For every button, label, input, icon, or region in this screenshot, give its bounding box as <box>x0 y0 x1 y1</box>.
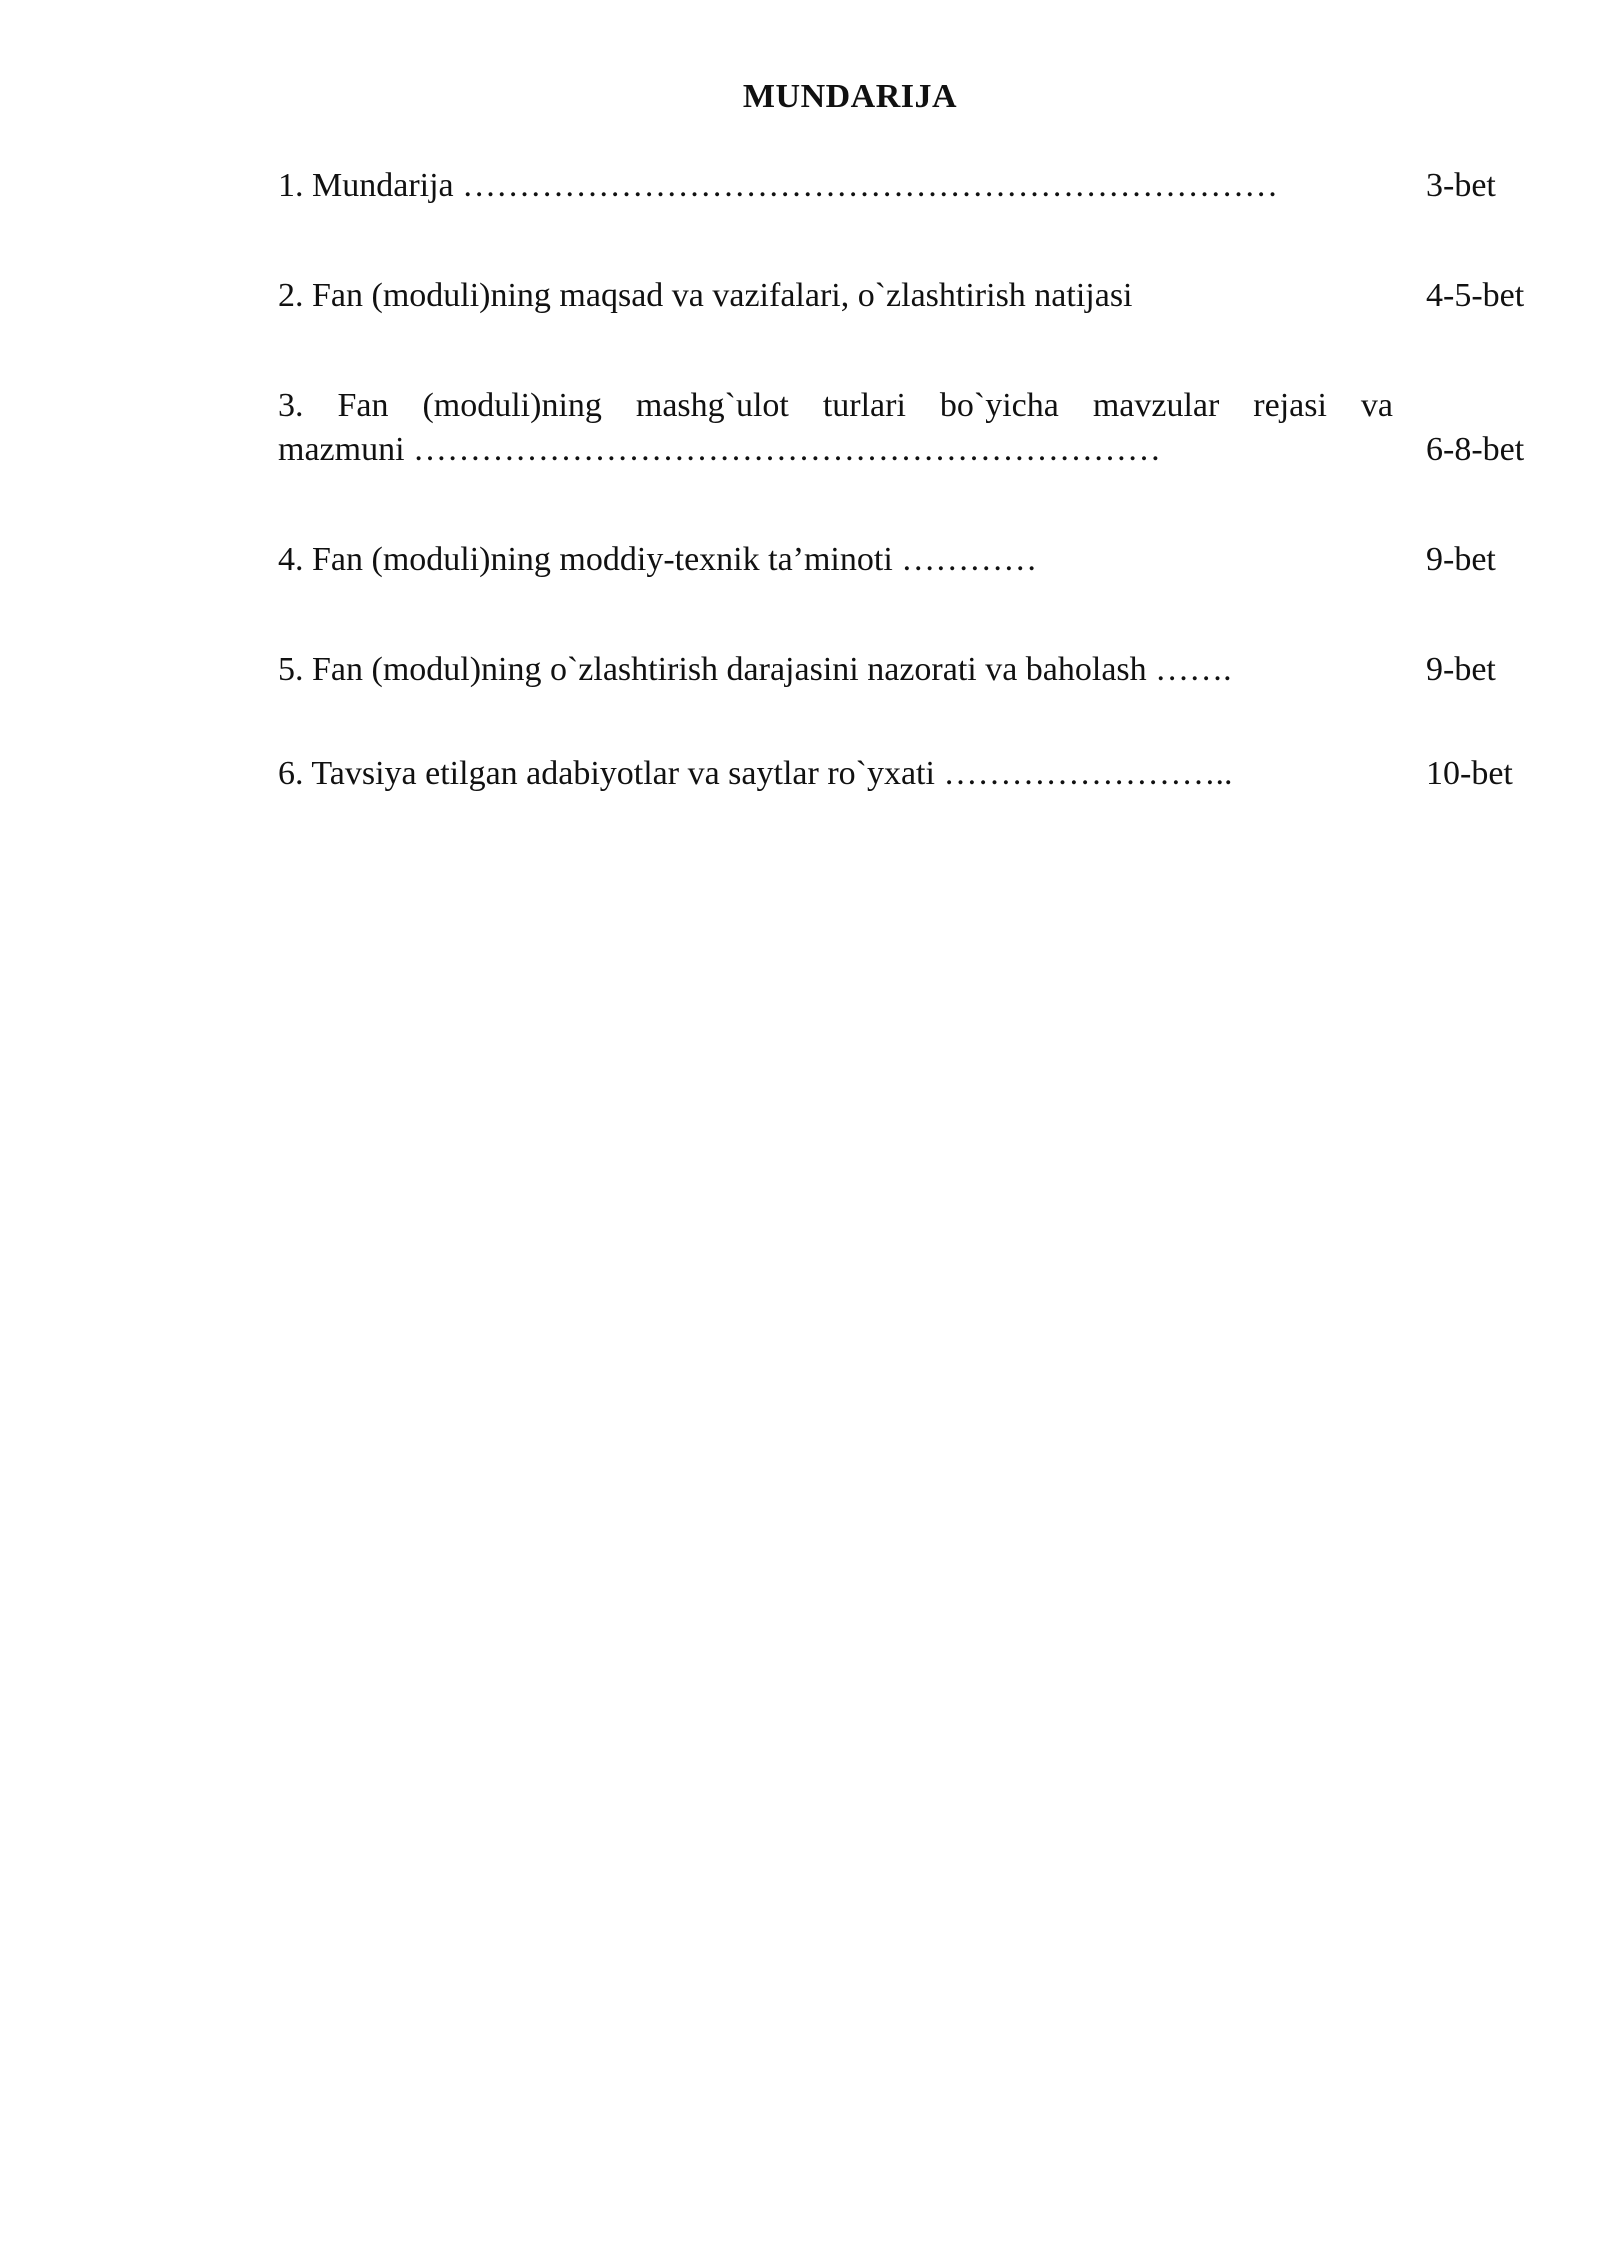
toc-entry-text: 2. Fan (moduli)ning maqsad va vazifalari, o`zlashtirish natijasi <box>278 277 1133 314</box>
toc-entry-page: 3-bet <box>1426 167 1496 204</box>
toc-entry-text: 5. Fan (modul)ning o`zlashtirish darajasini nazorati va baholash ……. <box>278 651 1232 688</box>
toc-entry-text-line2: mazmuni ………………………………………………………… <box>278 431 1162 468</box>
toc-entry-text-line1: 3. Fan (moduli)ning mashg`ulot turlari bo`yicha mavzular rejasi va <box>278 387 1393 424</box>
toc-entry-text: 6. Tavsiya etilgan adabiyotlar va saytlar ro`yxati …………………….. <box>278 755 1233 792</box>
page-title: MUNDARIJA <box>742 78 958 115</box>
toc-entry-text: 1. Mundarija ……………………………………………………………… <box>278 167 1279 204</box>
toc-entry-text: 4. Fan (moduli)ning moddiy-texnik ta’minoti ………… <box>278 541 1038 578</box>
toc-entry-page: 9-bet <box>1426 651 1496 688</box>
toc-entry-page: 10-bet <box>1426 755 1513 792</box>
toc-entry-page: 4-5-bet <box>1426 277 1525 314</box>
toc-entry-page: 6-8-bet <box>1426 431 1525 468</box>
toc-entry-page: 9-bet <box>1426 541 1496 578</box>
